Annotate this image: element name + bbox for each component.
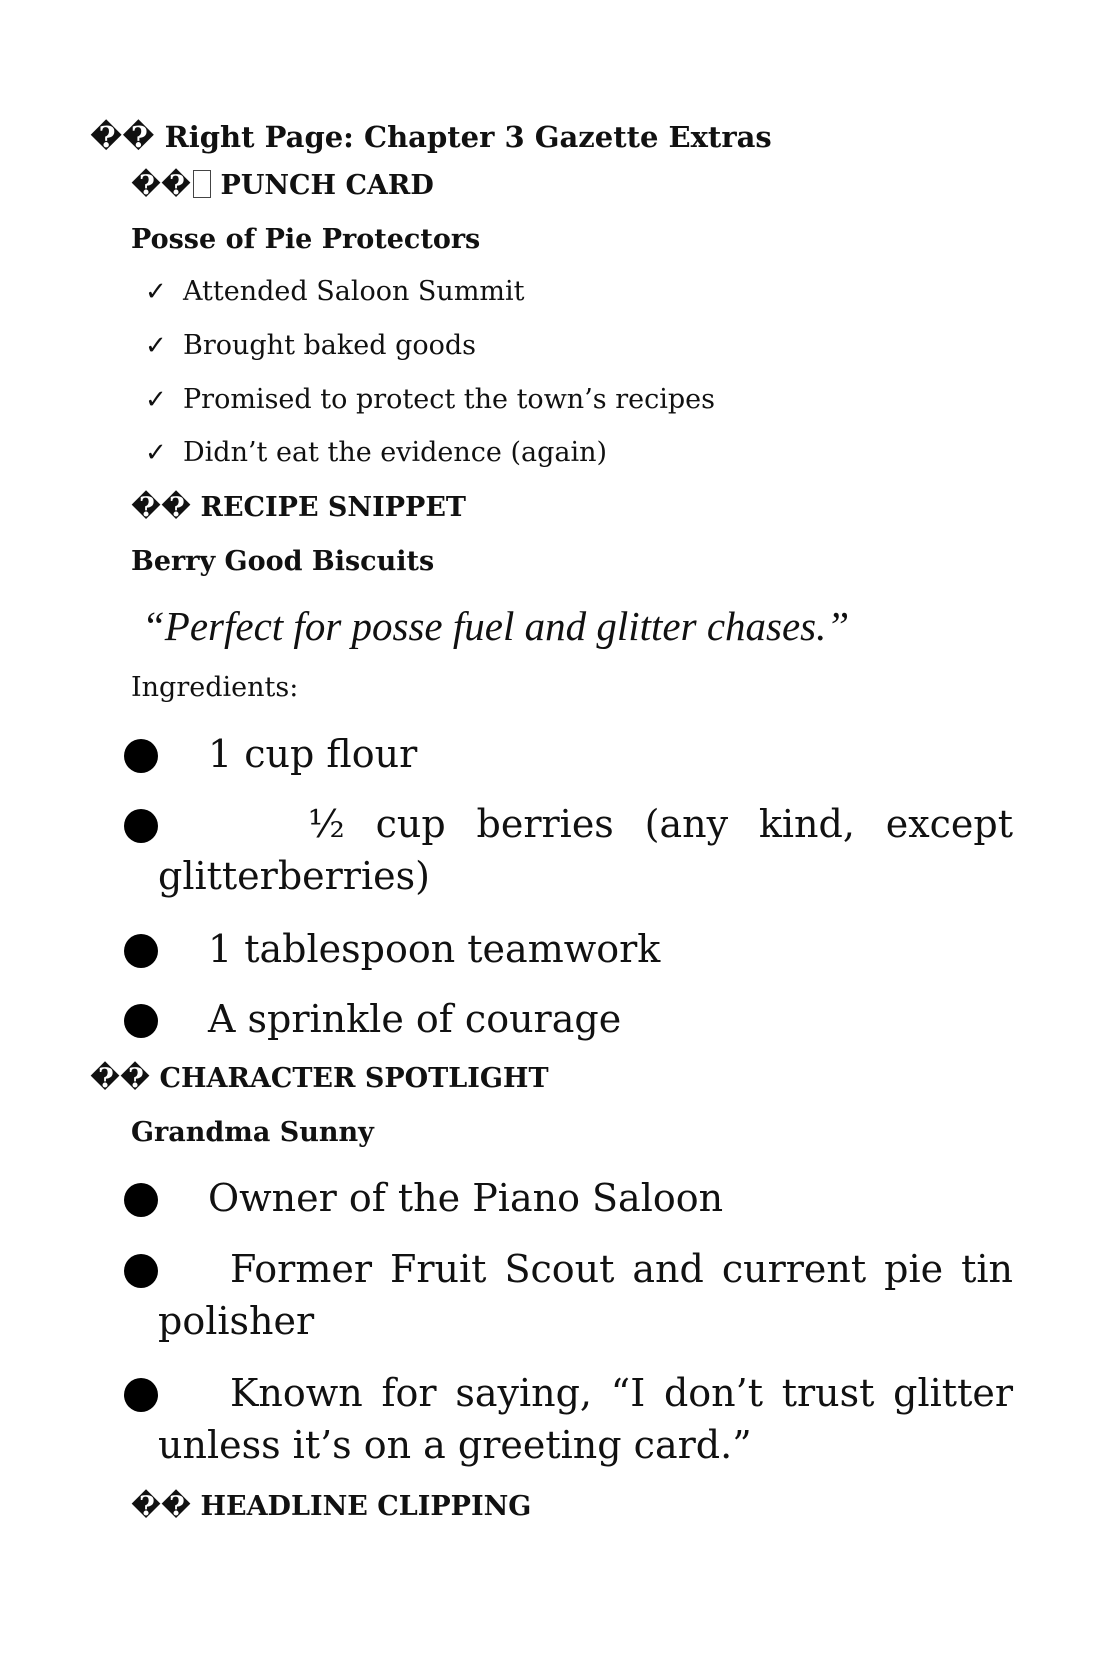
checkmark-icon: ✓ xyxy=(145,384,167,415)
bullet-icon xyxy=(124,809,158,843)
checklist-item xyxy=(145,437,607,468)
checkmark-icon: ✓ xyxy=(145,437,167,468)
spotlight-fact-text: Former Fruit Scout and current pie tin polisher xyxy=(158,1247,1013,1343)
punch-card-heading xyxy=(131,170,434,201)
recipe-quote: “Perfect for posse fuel and glitter chases.” xyxy=(142,603,850,649)
bullet-icon xyxy=(124,1378,158,1412)
checklist-item xyxy=(145,330,476,361)
spotlight-fact-text: Known for saying, “I don’t trust glitter unless it’s on a greeting card.” xyxy=(158,1371,1013,1467)
checklist-item xyxy=(145,276,525,307)
punch-card-heading-text: PUNCH CARD xyxy=(220,170,434,201)
spotlight-name: Grandma Sunny xyxy=(131,1117,374,1148)
ingredient-text: A sprinkle of courage xyxy=(208,997,622,1041)
checklist-item xyxy=(145,384,715,415)
checklist-item-text: Attended Saloon Summit xyxy=(183,276,525,307)
ingredient-item xyxy=(124,923,1024,975)
spotlight-fact xyxy=(124,1172,1024,1224)
clipping-heading: �� HEADLINE CLIPPING xyxy=(131,1491,532,1522)
checklist-item-text: Didn’t eat the evidence (again) xyxy=(183,437,608,468)
punch-card-title: Posse of Pie Protectors xyxy=(131,224,481,255)
recipe-title: Berry Good Biscuits xyxy=(131,546,435,577)
page-heading: �� Right Page: Chapter 3 Gazette Extras xyxy=(90,120,772,154)
bullet-icon xyxy=(124,1254,158,1288)
recipe-heading: �� RECIPE SNIPPET xyxy=(131,492,467,523)
ingredient-item xyxy=(124,728,1024,780)
checklist-item-text: Promised to protect the town’s recipes xyxy=(183,384,715,415)
spotlight-fact-text: Owner of the Piano Saloon xyxy=(208,1176,724,1220)
checkmark-icon: ✓ xyxy=(145,330,167,361)
bullet-icon xyxy=(124,739,158,773)
spotlight-fact xyxy=(124,1243,1024,1347)
checklist-item-text: Brought baked goods xyxy=(183,330,477,361)
spotlight-fact xyxy=(124,1367,1024,1471)
ingredients-label: Ingredients: xyxy=(131,672,299,703)
ingredient-item xyxy=(124,993,1024,1045)
bullet-icon xyxy=(124,1004,158,1038)
spotlight-heading: �� CHARACTER SPOTLIGHT xyxy=(90,1063,549,1094)
ingredient-text: 1 cup flour xyxy=(208,732,418,776)
ingredient-text: ½ cup berries (any kind, except glitterberries) xyxy=(158,802,1013,898)
ingredient-text: 1 tablespoon teamwork xyxy=(208,927,661,971)
missing-glyph-box-icon xyxy=(193,170,211,198)
ingredient-item xyxy=(124,798,1024,902)
bullet-icon xyxy=(124,1183,158,1217)
bullet-icon xyxy=(124,934,158,968)
punch-card-heading-glyph: �� xyxy=(131,170,192,201)
checkmark-icon: ✓ xyxy=(145,276,167,307)
